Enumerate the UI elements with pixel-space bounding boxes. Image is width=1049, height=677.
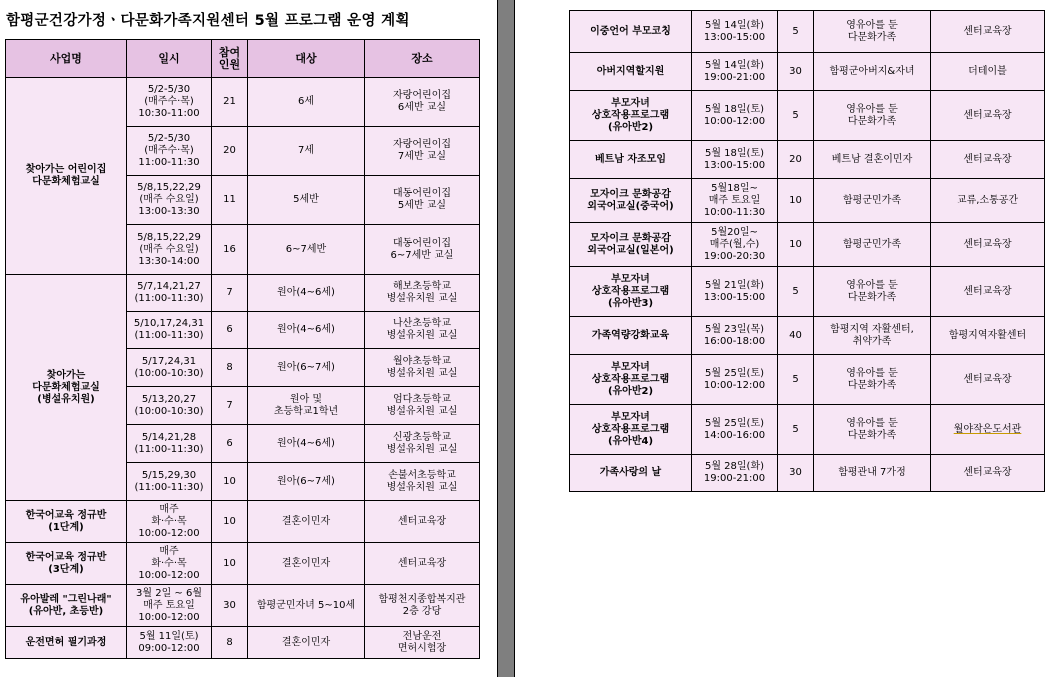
count-cell: 16: [212, 225, 248, 275]
schedule-table-left: [5, 39, 480, 659]
target-cell: 원아 및 초등학교1학년: [248, 387, 365, 425]
header-place: 장소: [365, 40, 480, 78]
target-cell: 결혼이민자: [248, 501, 365, 543]
date-cell: 5월20일~ 매주(월,수) 19:00-20:30: [692, 223, 778, 267]
program-name: 운전면허 필기과정: [6, 627, 127, 659]
date-cell: 5/8,15,22,29 (매주 수요일) 13:30-14:00: [127, 225, 212, 275]
date-cell: 5/13,20,27 (10:00-10:30): [127, 387, 212, 425]
count-cell: 7: [212, 387, 248, 425]
count-cell: 10: [778, 179, 814, 223]
place-cell: 센터교육장: [365, 501, 480, 543]
date-cell: 5/7,14,21,27 (11:00-11:30): [127, 275, 212, 312]
place-cell: 자랑어린이집 7세반 교실: [365, 127, 480, 176]
date-cell: 5/8,15,22,29 (매주 수요일) 13:00-13:30: [127, 176, 212, 225]
target-cell: 함평지역 자활센터, 취약가족: [814, 317, 931, 355]
table-row: [570, 141, 1045, 179]
table-header-row: [6, 40, 480, 78]
count-cell: 21: [212, 78, 248, 127]
table-row: [570, 53, 1045, 91]
count-cell: 8: [212, 349, 248, 387]
table-row: [6, 275, 480, 312]
target-cell: 베트남 결혼이민자: [814, 141, 931, 179]
place-cell: 대동어린이집 5세반 교실: [365, 176, 480, 225]
table-row: [6, 543, 480, 585]
date-cell: 5월 25일(토) 14:00-16:00: [692, 405, 778, 455]
header-target: 대상: [248, 40, 365, 78]
date-cell: 5월 18일(토) 10:00-12:00: [692, 91, 778, 141]
header-date: 일시: [127, 40, 212, 78]
target-cell: 영유아를 둔 다문화가족: [814, 355, 931, 405]
target-cell: 함평군민가족: [814, 223, 931, 267]
program-name: 가족역량강화교육: [570, 317, 692, 355]
target-cell: 원아(4~6세): [248, 425, 365, 463]
place-text: 월야작은도서관: [953, 423, 1022, 435]
table-row: [570, 455, 1045, 492]
date-cell: 5월18일~ 매주 토요일 10:00-11:30: [692, 179, 778, 223]
date-cell: 5/2-5/30 (매주수·목) 10:30-11:00: [127, 78, 212, 127]
count-cell: 40: [778, 317, 814, 355]
count-cell: 6: [212, 425, 248, 463]
target-cell: 영유아를 둔 다문화가족: [814, 11, 931, 53]
place-cell: 함평지역자활센터: [931, 317, 1045, 355]
program-name: 모자이크 문화공감 외국어교실(일본어): [570, 223, 692, 267]
count-cell: 6: [212, 312, 248, 349]
program-name: 한국어교육 정규반 (3단계): [6, 543, 127, 585]
target-cell: 6세: [248, 78, 365, 127]
target-cell: 함평군민자녀 5~10세: [248, 585, 365, 627]
count-cell: 5: [778, 91, 814, 141]
count-cell: 20: [212, 127, 248, 176]
page-edge-left: [497, 0, 498, 677]
program-name: 한국어교육 정규반 (1단계): [6, 501, 127, 543]
target-cell: 원아(4~6세): [248, 312, 365, 349]
table-row: [6, 501, 480, 543]
program-name: 베트남 자조모임: [570, 141, 692, 179]
target-cell: 결혼이민자: [248, 627, 365, 659]
target-cell: 6~7세반: [248, 225, 365, 275]
table-row: [570, 223, 1045, 267]
table-row: [570, 317, 1045, 355]
place-cell: 함평천지종합복지관 2층 강당: [365, 585, 480, 627]
count-cell: 5: [778, 405, 814, 455]
date-cell: 3월 2일 ~ 6월 매주 토요일 10:00-12:00: [127, 585, 212, 627]
place-cell: 센터교육장: [931, 223, 1045, 267]
program-name: 아버지역할지원: [570, 53, 692, 91]
program-name: 유아발레 "그린나래" (유아반, 초등반): [6, 585, 127, 627]
place-cell: 센터교육장: [365, 543, 480, 585]
target-cell: 7세: [248, 127, 365, 176]
count-cell: 10: [778, 223, 814, 267]
program-name: 가족사랑의 날: [570, 455, 692, 492]
count-cell: 30: [778, 53, 814, 91]
place-cell: 신광초등학교 병설유치원 교실: [365, 425, 480, 463]
table-row: [570, 355, 1045, 405]
date-cell: 매주 화·수·목 10:00-12:00: [127, 543, 212, 585]
place-cell: 센터교육장: [931, 355, 1045, 405]
target-cell: 원아(4~6세): [248, 275, 365, 312]
target-cell: 함평관내 7가정: [814, 455, 931, 492]
table-row: [6, 627, 480, 659]
count-cell: 30: [778, 455, 814, 492]
count-cell: 20: [778, 141, 814, 179]
date-cell: 5/14,21,28 (11:00-11:30): [127, 425, 212, 463]
date-cell: 5/10,17,24,31 (11:00-11:30): [127, 312, 212, 349]
date-cell: 5월 14일(화) 19:00-21:00: [692, 53, 778, 91]
table-row: [570, 405, 1045, 455]
header-count: 참여 인원: [212, 40, 248, 78]
place-cell: 전남운전 면허시험장: [365, 627, 480, 659]
count-cell: 10: [212, 543, 248, 585]
place-cell: 교류,소통공간: [931, 179, 1045, 223]
table-row: [570, 267, 1045, 317]
table-row: [570, 11, 1045, 53]
place-cell: 월야초등학교 병설유치원 교실: [365, 349, 480, 387]
count-cell: 5: [778, 267, 814, 317]
place-cell: 센터교육장: [931, 455, 1045, 492]
target-cell: 영유아를 둔 다문화가족: [814, 91, 931, 141]
place-cell: 자랑어린이집 6세반 교실: [365, 78, 480, 127]
date-cell: 5월 14일(화) 13:00-15:00: [692, 11, 778, 53]
program-name: 부모자녀 상호작용프로그램 (유아반4): [570, 405, 692, 455]
count-cell: 8: [212, 627, 248, 659]
target-cell: 원아(6~7세): [248, 463, 365, 501]
date-cell: 5월 21일(화) 13:00-15:00: [692, 267, 778, 317]
program-name: 부모자녀 상호작용프로그램 (유아반2): [570, 355, 692, 405]
place-cell: 센터교육장: [931, 91, 1045, 141]
place-cell: 센터교육장: [931, 267, 1045, 317]
date-cell: 5월 28일(화) 19:00-21:00: [692, 455, 778, 492]
count-cell: 5: [778, 11, 814, 53]
count-cell: 10: [212, 501, 248, 543]
date-cell: 5월 18일(토) 13:00-15:00: [692, 141, 778, 179]
table-row: [6, 78, 480, 127]
program-name: 부모자녀 상호작용프로그램 (유아반2): [570, 91, 692, 141]
program-name: 찾아가는 어린이집 다문화체험교실: [6, 78, 127, 275]
place-cell: 손불서초등학교 병설유치원 교실: [365, 463, 480, 501]
program-name: 이중언어 부모코칭: [570, 11, 692, 53]
table-row: [570, 91, 1045, 141]
count-cell: 5: [778, 355, 814, 405]
target-cell: 함평군민가족: [814, 179, 931, 223]
target-cell: 원아(6~7세): [248, 349, 365, 387]
target-cell: 결혼이민자: [248, 543, 365, 585]
table-row: [6, 585, 480, 627]
schedule-table-right: [569, 10, 1045, 492]
target-cell: 영유아를 둔 다문화가족: [814, 405, 931, 455]
table-row: [570, 179, 1045, 223]
program-name: 부모자녀 상호작용프로그램 (유아반3): [570, 267, 692, 317]
date-cell: 5/2-5/30 (매주수·목) 11:00-11:30: [127, 127, 212, 176]
target-cell: 함평군아버지&자녀: [814, 53, 931, 91]
date-cell: 매주 화·수·목 10:00-12:00: [127, 501, 212, 543]
place-cell: 나산초등학교 병설유치원 교실: [365, 312, 480, 349]
place-cell: [931, 405, 1045, 455]
date-cell: 5월 23일(목) 16:00-18:00: [692, 317, 778, 355]
program-name: 모자이크 문화공감 외국어교실(중국어): [570, 179, 692, 223]
header-program: 사업명: [6, 40, 127, 78]
date-cell: 5월 25일(토) 10:00-12:00: [692, 355, 778, 405]
count-cell: 10: [212, 463, 248, 501]
count-cell: 7: [212, 275, 248, 312]
target-cell: 영유아를 둔 다문화가족: [814, 267, 931, 317]
place-cell: 엄다초등학교 병설유치원 교실: [365, 387, 480, 425]
count-cell: 30: [212, 585, 248, 627]
place-cell: 해보초등학교 병설유치원 교실: [365, 275, 480, 312]
document-title: 함평군건강가정ㆍ다문화가족지원센터 5월 프로그램 운영 계획: [6, 13, 410, 29]
date-cell: 5/17,24,31 (10:00-10:30): [127, 349, 212, 387]
place-cell: 대동어린이집 6~7세반 교실: [365, 225, 480, 275]
place-cell: 센터교육장: [931, 11, 1045, 53]
date-cell: 5월 11일(토) 09:00-12:00: [127, 627, 212, 659]
count-cell: 11: [212, 176, 248, 225]
program-name: 찾아가는 다문화체험교실 (병설유치원): [6, 275, 127, 501]
target-cell: 5세반: [248, 176, 365, 225]
date-cell: 5/15,29,30 (11:00-11:30): [127, 463, 212, 501]
place-cell: 센터교육장: [931, 141, 1045, 179]
place-cell: 더테이블: [931, 53, 1045, 91]
